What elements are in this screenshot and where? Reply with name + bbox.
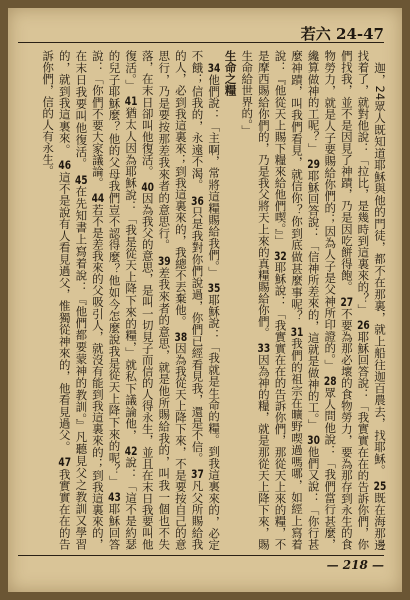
verse-text: 耶穌回答說：「你們不要大家議論。 xyxy=(90,50,122,550)
verse-text: 眾人問他說：「我們當行甚麼，纔算做神的工呢？」 xyxy=(306,50,338,550)
verse-text: 猶太人因為耶穌說：「我是從天上降下來的糧，」就私下議論他， xyxy=(124,106,139,441)
verse-number: 30 xyxy=(307,434,320,446)
verse-number: 35 xyxy=(207,281,221,294)
verse-text: 我實實在在的告訴你們，信的人有永生。 xyxy=(41,50,72,550)
verse-number: 46 xyxy=(58,159,72,171)
verse-number: 40 xyxy=(141,180,155,193)
verse-number: 25 xyxy=(373,479,387,492)
verse-text: 耶穌回答說：「信神所差來的，這就是做神的工。」 xyxy=(306,169,321,431)
verse-number: 45 xyxy=(74,173,88,186)
verse-number: 39 xyxy=(157,254,171,267)
verse-text-body xyxy=(24,50,388,550)
verse-number: 36 xyxy=(191,194,204,207)
verse-number: 33 xyxy=(257,342,271,354)
verse-text: 若不是差我來的父吸引人，就沒有能到我這裏來的；到我這裏來的，在末日我要叫他復活。 xyxy=(74,50,105,550)
verse-text: 耶穌說：「我實實在在的告訴你們，那從天上來的糧，不是摩西賜給你們的，乃是我父將天上來的真糧賜給你們。 xyxy=(256,50,288,550)
verse-text: 他們說：「主啊，常將這糧賜給我們。」 xyxy=(207,73,222,278)
verse-text: 說：「這不是約瑟的兒子耶穌麼？他的父母我們豈不認得麼？他如今怎麼說我是從天上降下來的呢？」 xyxy=(107,50,139,550)
verse-number: 42 xyxy=(124,444,138,457)
verse-text: 耶穌說：「我就是生命的糧。到我這裏來的，必定不餓；信我的，永遠不渴。 xyxy=(190,50,222,550)
verse-text: 只是我對你們說過，你們已經看見我，還是不信。 xyxy=(190,206,205,465)
verse-number: 34 xyxy=(207,61,221,73)
verse-block xyxy=(239,50,388,550)
verse-text: 因為我從天上降下來，不是要按自己的意思行，乃是要按那差我來者的意思行。 xyxy=(157,50,188,550)
verse-number: 32 xyxy=(274,249,287,262)
page-footer xyxy=(18,555,384,574)
verse-number: 47 xyxy=(58,456,72,468)
verse-text: 因為神的糧，就是那從天上降下來，賜生命給世界的。」 xyxy=(240,50,271,550)
verse-text: 凡父所賜給我的人，必到我這裏來；到我這裏來的，我總不丟棄他。 xyxy=(173,50,205,550)
verse-text: 迦，24眾人既知道耶穌與他的門徒，都不在那裏，就上船往迦百農去，找耶穌。 xyxy=(373,61,387,476)
verse-number: 38 xyxy=(174,330,188,343)
page-header xyxy=(18,22,384,43)
verse-text: 不要為那必壞的食物勞力，要為那存到永生的食物勞力，就是人子要賜給你們的；因為人子是父神所印證的。」 xyxy=(323,50,354,550)
bible-page xyxy=(8,8,402,592)
verse-block xyxy=(40,50,223,550)
verse-number: 28 xyxy=(323,375,337,387)
verse-text: 耶穌回答說：「我實實在在的告訴你們，你們找我，並不是因見了神蹟，乃是因吃餅得飽。 xyxy=(339,50,371,550)
verse-text: 在先知書上寫着說：『他們都要蒙神的教訓。』凡聽見父之教訓又學習的，就到我這裏來。 xyxy=(57,50,89,550)
verse-number: 27 xyxy=(340,296,354,308)
verse-number: 41 xyxy=(124,95,138,107)
verse-number: 29 xyxy=(307,158,320,170)
verse-number: 43 xyxy=(108,491,121,503)
verse-text: 差我來者的意思，就是他所賜給我的，叫我一個也不失落，在末日卻叫他復活。 xyxy=(140,50,172,550)
verse-number: 37 xyxy=(191,468,204,480)
verse-number: 44 xyxy=(91,192,105,204)
section-heading: 生命之糧 xyxy=(223,50,238,96)
chapter-reference: 若六 24-47 xyxy=(300,25,384,43)
page-number: — 218 — xyxy=(326,558,384,572)
verse-text: 既在海那邊找着了，就對他說：「拉比，是幾時到這裏來的？」 xyxy=(356,50,387,550)
verse-text: 我們的祖宗在曠野喫過嗎哪，如經上寫着說：『他從天上賜下糧來給他們喫。』」 xyxy=(273,50,305,550)
verse-number: 26 xyxy=(357,319,370,331)
verse-text: 他們又說：「你行甚麼神蹟，叫我們看見，就信你？你到底做甚麼事呢？ xyxy=(290,50,321,550)
verse-number: 31 xyxy=(290,325,304,338)
verse-text: 因為我父的意思，是叫一切見子而信的人得永生，並且在末日我要叫他復活。」 xyxy=(124,50,155,550)
verse-text: 這不是說有人看見過父，惟獨從神來的，他看見過父。 xyxy=(57,171,72,453)
